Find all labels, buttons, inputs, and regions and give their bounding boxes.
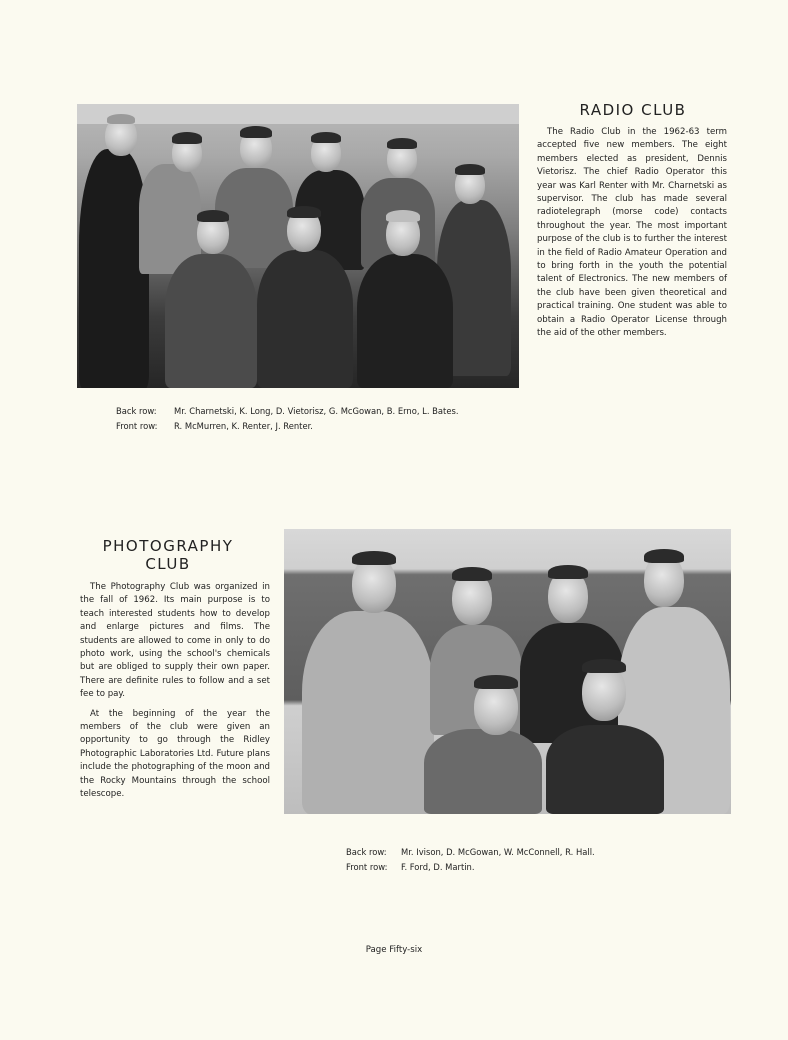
caption-back-row bbox=[346, 845, 595, 860]
photography-club-title-line1: PHOTOGRAPHY bbox=[102, 537, 234, 555]
radio-club-photo bbox=[77, 104, 519, 388]
radio-club-caption bbox=[116, 404, 459, 434]
photography-club-title bbox=[80, 537, 256, 573]
radio-club-paragraph: The Radio Club in the 1962-63 term accepted five new members. The eight members elected as president, Dennis Vietorisz. The chief Radio Operator this year was Karl Renter with Mr. Charnetski as supervisor. The club has made several radiotelegraph (morse code) contacts throughout the year. The most important purpose of the club is to further the interest in the field of Radio Amateur Operation and to bring forth in the youth the potential talent of Electronics. The new members of the club have been given theoretical and practical training. One student was able to obtain a Radio Operator License through the aid of the other members. bbox=[537, 127, 727, 339]
photography-club-title-line2: CLUB bbox=[145, 555, 191, 573]
photo-wall bbox=[77, 104, 519, 124]
caption-front-row-names: R. McMurren, K. Renter, J. Renter. bbox=[174, 421, 313, 431]
photography-club-paragraph: At the beginning of the year the members of the club were given an opportunity to go through the Ridley Photographic Laboratories Ltd. Future plans include the photographing of the moon and the Rocky Mountains through the school telescope. bbox=[80, 708, 270, 800]
caption-back-row-label: Back row: bbox=[346, 847, 387, 857]
radio-club-description bbox=[537, 126, 727, 347]
photography-club-photo bbox=[284, 529, 731, 814]
caption-front-row-names: F. Ford, D. Martin. bbox=[401, 862, 475, 872]
caption-back-row-names: Mr. Charnetski, K. Long, D. Vietorisz, G. McGowan, B. Erno, L. Bates. bbox=[174, 406, 459, 416]
caption-front-row-label: Front row: bbox=[116, 421, 158, 431]
caption-front-row bbox=[116, 419, 459, 434]
caption-back-row bbox=[116, 404, 459, 419]
caption-back-row-names: Mr. Ivison, D. McGowan, W. McConnell, R. Hall. bbox=[401, 847, 595, 857]
photography-club-paragraph: The Photography Club was organized in the fall of 1962. Its main purpose is to teach interested students how to develop and enlarge pictures and films. The students are allowed to come in only to do photo work, using the school's chemicals but are obliged to supply their own paper. There are definite rules to follow and a set fee to pay. bbox=[80, 582, 270, 700]
caption-front-row-label: Front row: bbox=[346, 862, 388, 872]
radio-club-title: RADIO CLUB bbox=[579, 101, 687, 119]
photography-club-description bbox=[80, 581, 270, 808]
caption-front-row bbox=[346, 860, 595, 875]
caption-back-row-label: Back row: bbox=[116, 406, 157, 416]
photography-club-caption bbox=[346, 845, 595, 875]
page-number: Page Fifty-six bbox=[365, 945, 423, 955]
